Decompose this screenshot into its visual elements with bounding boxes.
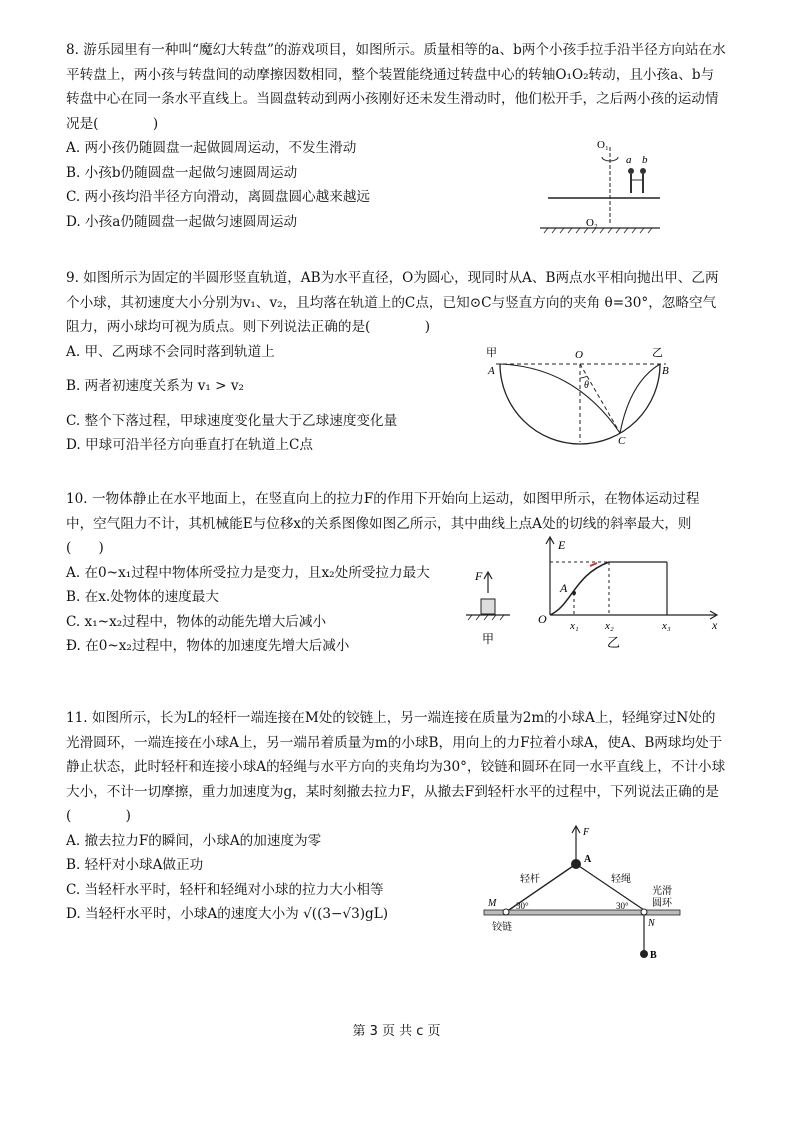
q10-label-e: E (558, 538, 566, 552)
q11-label-m: M (488, 898, 497, 909)
q9-option-c: C. 整个下落过程，甲球速度变化量大于乙球速度变化量 (66, 412, 398, 429)
page-footer: 第 3 页 共 c 页 (352, 1024, 441, 1039)
q11-figure-rod-rope (476, 822, 706, 962)
q10-label-jia: 甲 (482, 632, 495, 646)
q11-option-a: A. 撤去拉力F的瞬间，小球A的加速度为零 (66, 832, 322, 849)
q8-label-o1: O₁ (597, 139, 609, 151)
q8-stem: 8. 游乐园里有一种叫“魔幻大转盘”的游戏项目，如图所示。质量相等的a、b两个小孩手拉手沿半径方向站在水平转盘上，两小孩与转盘间的动摩擦因数相同，整个装置能绕通过转盘中心的转轴O₁O₂转动，且小孩a、b与转盘中心在同一条水平直线上。当圆盘转动到两小孩刚好还未发生滑动时，他们松开手，之后两小孩的运动情况是( ) (66, 42, 726, 132)
q10-option-d: Đ. 在0~x₂过程中，物体的加速度先增大后减小 (66, 638, 350, 654)
q9-label-b: B (662, 365, 669, 377)
q10-label-x3: x₃ (662, 620, 671, 632)
q9-figure-semicircle (480, 342, 680, 447)
q8-option-a: A. 两小孩仍随圆盘一起做圆周运动，不发生滑动 (66, 140, 357, 156)
q11-option-b: B. 轻杆对小球A做正功 (66, 857, 204, 873)
q11-label-f: F (583, 827, 590, 838)
q10-label-yi: 乙 (607, 635, 621, 650)
q11-label-a: A (584, 854, 592, 865)
q9-label-a: A (488, 365, 495, 377)
q10-label-x1: x₁ (570, 620, 579, 632)
q8-label-b: b (642, 154, 648, 166)
q9-label-o: O (575, 349, 583, 361)
q8-option-d: D. 小孩a仍随圆盘一起做匀速圆周运动 (66, 213, 298, 230)
q8-label-o2: O₂ (586, 217, 598, 229)
q9-stem: 9. 如图所示为固定的半圆形竖直轨道，AB为水平直径，O为圆心，现同时从A、B两点水平相向抛出甲、乙两个小球，其初速度大小分别为v₁、v₂，且均落在轨道上的C点，已知⊙C与竖直方向的夹角 θ=30°，忽略空气阻力，两小球均可视为质点。则下列说法正确的是( ) (66, 270, 719, 335)
q9-option-d: D. 甲球可沿半径方向垂直打在轨道上C点 (66, 437, 313, 453)
q11-stem: 11. 如图所示，长为L的轻杆一端连接在M处的铰链上，另一端连接在质量为2m的小球A上，轻绳穿过N处的光滑圆环，一端连接在小球A上，另一端吊着质量为m的小球B，用向上的力F拉着小球A，使A、B两球均处于静止状态，此时轻杆和连接小球A的轻绳与水平方向的夹角均为30°，铰链和圆环在同一水平直线上，不计小球大小，不计一切摩擦，重力加速度为g，某时刻撤去拉力F，从撤去F到轻杆水平的过程中，下列说法正确的是 ( ) (66, 710, 726, 824)
q11-label-rope: 轻绳 (611, 874, 631, 885)
q11-option-d: D. 当轻杆水平时，小球A的速度大小为 √((3−√3)gL) (66, 906, 389, 922)
q10-label-x2: x₂ (605, 620, 614, 632)
q10-label-a: A (560, 581, 568, 595)
q9-label-theta: θ (584, 380, 589, 391)
q10-option-a: A. 在0~x₁过程中物体所受拉力是变力，且x₂处所受拉力最大 (66, 564, 430, 581)
q9-label-yi: 乙 (652, 347, 663, 359)
q8-option-c: C. 两小孩均沿半径方向滑动，离圆盘圆心越来越远 (66, 189, 371, 205)
q11-label-rod: 轻杆 (520, 874, 540, 885)
q10-figure-energy (462, 535, 730, 655)
q10-stem: 10. 一物体静止在水平地面上，在竖直向上的拉力F的作用下开始向上运动，如图甲所示，在物体运动过程中，空气阻力不计，其机械能E与位移x的关系图像如图乙所示，其中曲线上点A处的切线的斜率最大，则 ( ) (66, 491, 706, 556)
q10-option-c: C. x₁~x₂过程中，物体的动能先增大后减小 (66, 613, 327, 630)
q9-label-jia: 甲 (486, 347, 497, 359)
q11-label-ring: 光滑 (652, 886, 672, 897)
q11-label-n: N (648, 918, 655, 929)
q11-option-c: C. 当轻杆水平时，轻杆和轻绳对小球的拉力大小相等 (66, 881, 384, 898)
q10-option-b: B. 在x.处物体的速度最大 (66, 589, 219, 605)
q11-label-angle-left: 30° (516, 901, 529, 911)
q8-figure-turntable (540, 135, 670, 245)
q11-label-ring2: 圆环 (652, 898, 672, 909)
q10-label-f: F (475, 569, 483, 583)
q11-label-b: B (650, 950, 657, 961)
q11-label-angle-right: 30° (616, 901, 629, 911)
q9-option-a: A. 甲、乙两球不会同时落到轨道上 (66, 343, 275, 360)
q10-label-x: x (712, 618, 718, 632)
q8-option-b: B. 小孩b仍随圆盘一起做匀速圆周运动 (66, 164, 298, 181)
q8-label-a: a (626, 154, 632, 166)
q9-option-b: B. 两者初速度关系为 v₁ > v₂ (66, 378, 244, 394)
q10-label-o: O (538, 612, 547, 626)
q9-label-c: C (618, 435, 626, 447)
q11-label-hinge: 铰链 (492, 922, 512, 933)
